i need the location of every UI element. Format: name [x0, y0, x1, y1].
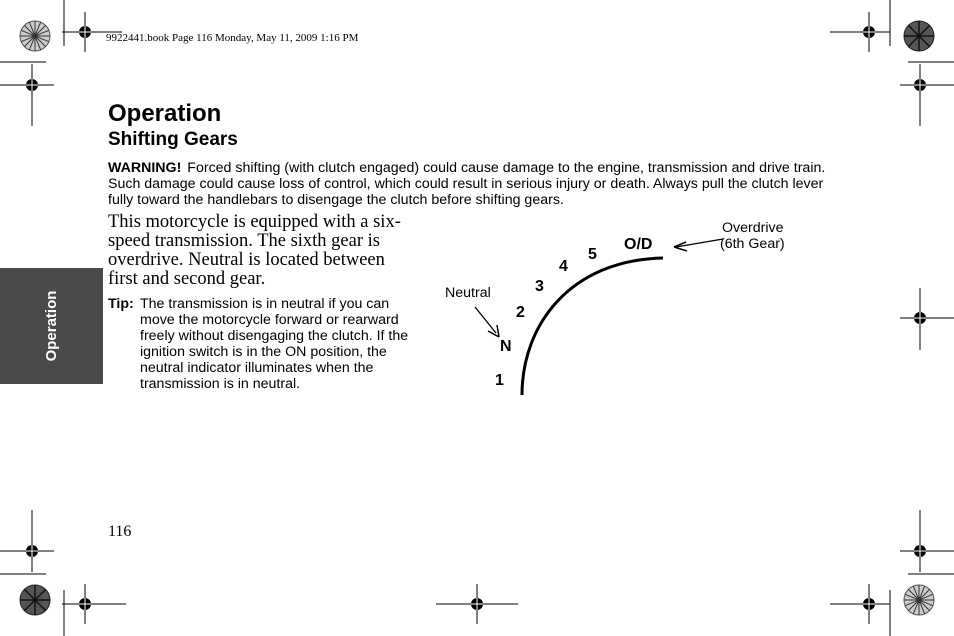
- gear-label: N: [500, 338, 512, 355]
- gear-label: 1: [495, 372, 504, 389]
- gear-label: 5: [588, 246, 597, 263]
- section-title: Operation: [108, 100, 222, 127]
- gear-label: O/D: [624, 236, 653, 253]
- gear-label: 4: [559, 258, 568, 275]
- overdrive-sublabel: (6th Gear): [720, 236, 785, 252]
- warning-label: WARNING!: [108, 160, 182, 176]
- subsection-title: Shifting Gears: [108, 129, 238, 150]
- neutral-arrow-icon: [488, 325, 499, 337]
- neutral-label: Neutral: [445, 285, 491, 301]
- warning-text: Forced shifting (with clutch engaged) could cause damage to the engine, transmission and drive train. Such damage could cause loss of control, which could result in serious injury or death. Always pull the clutch lever fully toward the handlebars to disengage the clutch before shifting gears.: [108, 160, 826, 208]
- body-paragraph: This motorcycle is equipped with a six-speed transmission. The sixth gear is overdrive. Neutral is located between first and second gear.: [108, 212, 401, 289]
- overdrive-label: Overdrive: [722, 220, 784, 236]
- tip-label: Tip:: [108, 296, 134, 312]
- side-tab-label: Operation: [43, 290, 60, 362]
- gear-label: 2: [516, 304, 525, 321]
- print-header: 9922441.book Page 116 Monday, May 11, 2009 1:16 PM: [106, 32, 359, 44]
- page-number: 116: [108, 523, 132, 540]
- tip-text: The transmission is in neutral if you can move the motorcycle forward or rearward freely without disengaging the clutch. If the ignition switch is in the ON position, the neutral indicator illuminates when the transmission is in neutral.: [140, 296, 409, 392]
- neutral-pointer-line: [475, 307, 496, 333]
- gear-shift-diagram: [430, 215, 810, 400]
- gear-label: 3: [535, 278, 544, 295]
- warning-paragraph: [108, 160, 838, 208]
